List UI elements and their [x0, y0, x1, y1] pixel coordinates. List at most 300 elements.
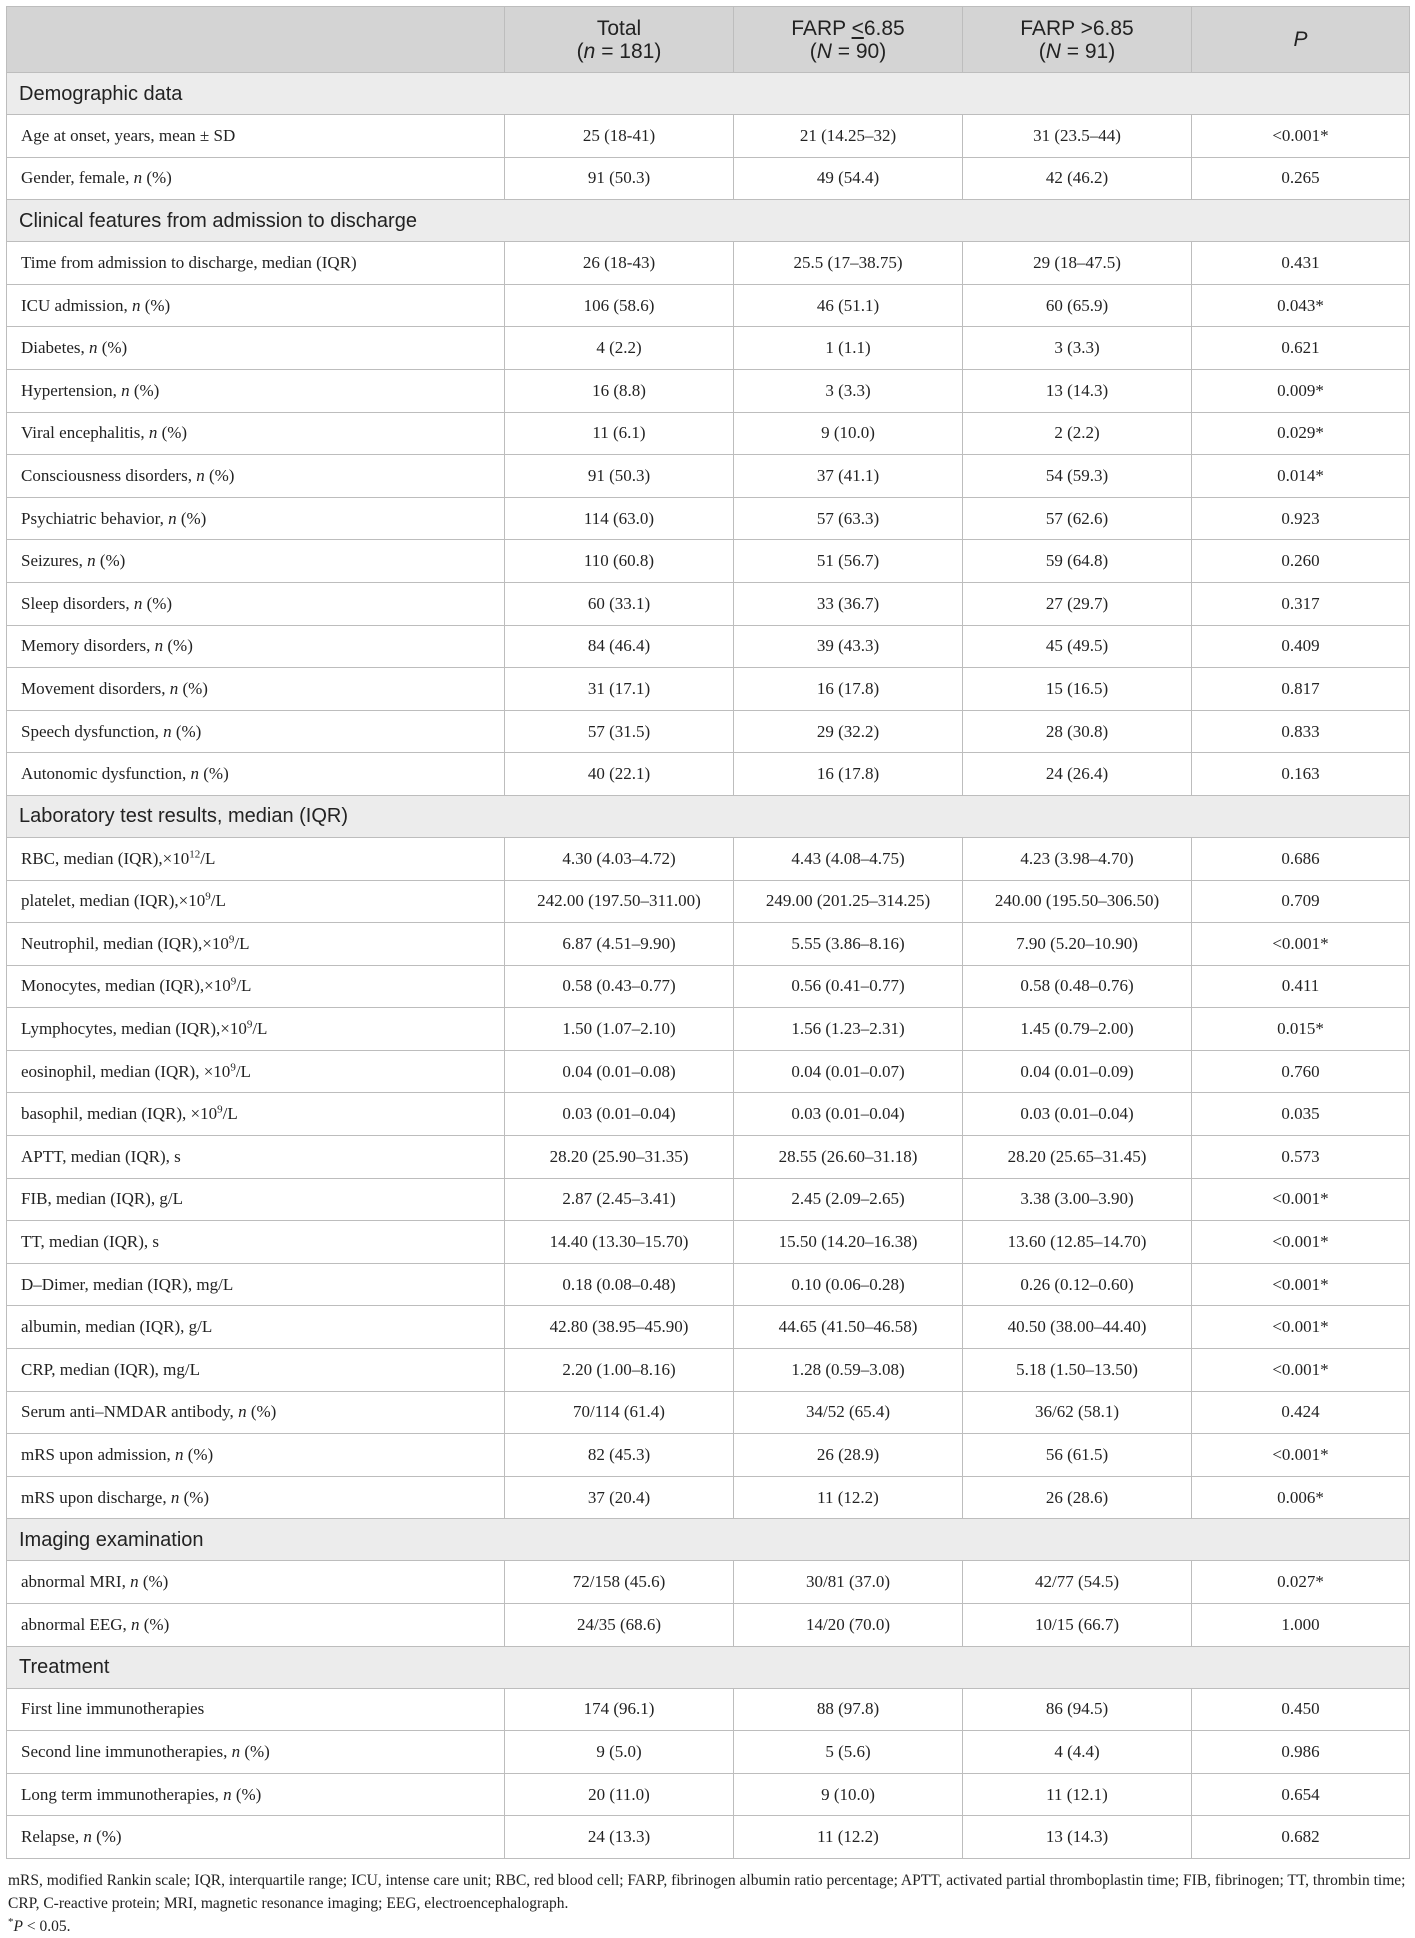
cell-p-value: 0.317 — [1192, 582, 1410, 625]
cell-farp-low: 5.55 (3.86–8.16) — [734, 923, 963, 966]
row-label-text: Hypertension, — [21, 380, 122, 400]
row-label — [7, 497, 505, 540]
cell-total: 1.50 (1.07–2.10) — [505, 1008, 734, 1051]
table-row — [7, 412, 1410, 455]
table-row — [7, 1221, 1410, 1264]
cell-farp-high: 7.90 (5.20–10.90) — [963, 923, 1192, 966]
row-label — [7, 710, 505, 753]
cell-farp-high: 59 (64.8) — [963, 540, 1192, 583]
row-label-n: n — [121, 380, 130, 400]
cell-total: 82 (45.3) — [505, 1434, 734, 1477]
cell-farp-low: 44.65 (41.50–46.58) — [734, 1306, 963, 1349]
cell-total: 174 (96.1) — [505, 1688, 734, 1731]
row-label-text: CRP, median (IQR), mg/L — [21, 1359, 200, 1379]
section-row — [7, 1519, 1410, 1561]
row-label — [7, 1221, 505, 1264]
row-label — [7, 1773, 505, 1816]
cell-total: 25 (18-41) — [505, 115, 734, 158]
cell-farp-low: 26 (28.9) — [734, 1434, 963, 1477]
row-label-suffix: /L — [210, 891, 226, 911]
table-row — [7, 540, 1410, 583]
cell-farp-high: 26 (28.6) — [963, 1476, 1192, 1519]
header-row — [7, 7, 1410, 73]
cell-p-value: 0.682 — [1192, 1816, 1410, 1859]
cell-total: 6.87 (4.51–9.90) — [505, 923, 734, 966]
section-row — [7, 73, 1410, 115]
cell-p-value: <0.001* — [1192, 115, 1410, 158]
row-label-n: n — [83, 1827, 92, 1847]
row-label-text: Movement disorders, — [21, 678, 170, 698]
cell-farp-high: 31 (23.5–44) — [963, 115, 1192, 158]
cell-farp-high: 13.60 (12.85–14.70) — [963, 1221, 1192, 1264]
row-label-suffix: (%) — [142, 168, 172, 188]
cell-total: 70/114 (61.4) — [505, 1391, 734, 1434]
table-row — [7, 1731, 1410, 1774]
row-label-suffix: (%) — [142, 593, 173, 613]
cell-farp-low: 57 (63.3) — [734, 497, 963, 540]
row-label-n: n — [223, 1784, 232, 1804]
cell-p-value: 0.411 — [1192, 965, 1410, 1008]
header-total-sub-post: = 181) — [595, 39, 662, 63]
table-row — [7, 1050, 1410, 1093]
cell-farp-low: 1 (1.1) — [734, 327, 963, 370]
cell-farp-low: 1.56 (1.23–2.31) — [734, 1008, 963, 1051]
cell-total: 4 (2.2) — [505, 327, 734, 370]
header-high-sub-pre: ( — [1038, 39, 1046, 63]
cell-farp-low: 5 (5.6) — [734, 1731, 963, 1774]
section-title: Treatment — [7, 1646, 1410, 1688]
header-variable — [7, 7, 505, 73]
table-row — [7, 1263, 1410, 1306]
cell-total: 110 (60.8) — [505, 540, 734, 583]
cell-farp-low: 0.03 (0.01–0.04) — [734, 1093, 963, 1136]
row-label — [7, 1434, 505, 1477]
cell-farp-high: 28.20 (25.65–31.45) — [963, 1136, 1192, 1179]
cell-total: 106 (58.6) — [505, 284, 734, 327]
row-label-n: n — [131, 1614, 140, 1634]
row-label-n: n — [190, 764, 200, 784]
row-label-n: n — [168, 508, 177, 528]
table-row — [7, 753, 1410, 796]
cell-total: 2.20 (1.00–8.16) — [505, 1349, 734, 1392]
cell-farp-high: 27 (29.7) — [963, 582, 1192, 625]
cell-farp-high: 36/62 (58.1) — [963, 1391, 1192, 1434]
section-title: Clinical features from admission to discharge — [7, 200, 1410, 242]
cell-p-value: 0.450 — [1192, 1688, 1410, 1731]
row-label-suffix: (%) — [246, 1402, 277, 1422]
row-label-n: n — [133, 168, 143, 188]
cell-farp-high: 60 (65.9) — [963, 284, 1192, 327]
cell-p-value: 0.424 — [1192, 1391, 1410, 1434]
cell-p-value: 0.265 — [1192, 157, 1410, 200]
cell-farp-low: 1.28 (0.59–3.08) — [734, 1349, 963, 1392]
table-row — [7, 582, 1410, 625]
table-row — [7, 327, 1410, 370]
cell-total: 0.18 (0.08–0.48) — [505, 1263, 734, 1306]
cell-total: 11 (6.1) — [505, 412, 734, 455]
row-label-text: mRS upon admission, — [21, 1445, 175, 1465]
row-label-text: eosinophil, median (IQR), ×10 — [21, 1061, 231, 1081]
cell-farp-low: 249.00 (201.25–314.25) — [734, 880, 963, 923]
header-total-sub-pre: ( — [576, 39, 584, 63]
cell-farp-low: 0.56 (0.41–0.77) — [734, 965, 963, 1008]
cell-p-value: <0.001* — [1192, 1434, 1410, 1477]
cell-farp-high: 240.00 (195.50–306.50) — [963, 880, 1192, 923]
cell-farp-low: 2.45 (2.09–2.65) — [734, 1178, 963, 1221]
cell-total: 114 (63.0) — [505, 497, 734, 540]
row-label-suffix: (%) — [157, 423, 188, 443]
row-label — [7, 753, 505, 796]
row-label-suffix: (%) — [95, 551, 126, 571]
cell-p-value: 0.686 — [1192, 837, 1410, 880]
cell-p-value: 0.409 — [1192, 625, 1410, 668]
row-label-text: First line immunotherapies — [21, 1699, 205, 1719]
cell-farp-low: 39 (43.3) — [734, 625, 963, 668]
row-label-suffix: /L — [252, 1019, 268, 1039]
row-label — [7, 1050, 505, 1093]
section-row — [7, 200, 1410, 242]
cell-total: 0.04 (0.01–0.08) — [505, 1050, 734, 1093]
row-label-text: albumin, median (IQR), g/L — [21, 1317, 213, 1337]
header-high-name: FARP >6.85 — [1020, 16, 1134, 40]
cell-total: 0.03 (0.01–0.04) — [505, 1093, 734, 1136]
cell-p-value: <0.001* — [1192, 1221, 1410, 1264]
table-row — [7, 115, 1410, 158]
table-row — [7, 837, 1410, 880]
row-label-suffix: (%) — [91, 1827, 122, 1847]
cell-p-value: 0.014* — [1192, 455, 1410, 498]
cell-farp-low: 49 (54.4) — [734, 157, 963, 200]
cell-p-value: 0.760 — [1192, 1050, 1410, 1093]
cell-farp-low: 15.50 (14.20–16.38) — [734, 1221, 963, 1264]
cell-total: 24/35 (68.6) — [505, 1604, 734, 1647]
cell-total: 242.00 (197.50–311.00) — [505, 880, 734, 923]
cell-total: 42.80 (38.95–45.90) — [505, 1306, 734, 1349]
cell-farp-high: 11 (12.1) — [963, 1773, 1192, 1816]
cell-p-value: 0.163 — [1192, 753, 1410, 796]
row-label-suffix: (%) — [178, 678, 208, 698]
header-low-name-post: 6.85 — [863, 16, 905, 40]
row-label — [7, 923, 505, 966]
row-label-n: n — [170, 1487, 180, 1507]
cell-p-value: 0.015* — [1192, 1008, 1410, 1051]
row-label-text: D–Dimer, median (IQR), mg/L — [21, 1274, 234, 1294]
cell-farp-low: 51 (56.7) — [734, 540, 963, 583]
row-label — [7, 540, 505, 583]
row-label-text: Long term immunotherapies, — [21, 1784, 224, 1804]
row-label-text: Monocytes, median (IQR),×10 — [21, 976, 231, 996]
cell-total: 9 (5.0) — [505, 1731, 734, 1774]
row-label-exponent: 9 — [228, 933, 235, 946]
table-row — [7, 1561, 1410, 1604]
cell-p-value: 0.260 — [1192, 540, 1410, 583]
row-label-n: n — [133, 593, 143, 613]
header-farp-low — [734, 7, 963, 73]
row-label — [7, 1349, 505, 1392]
section-title: Laboratory test results, median (IQR) — [7, 795, 1410, 837]
row-label-suffix: (%) — [231, 1784, 262, 1804]
table-body — [7, 73, 1410, 1859]
cell-farp-high: 4.23 (3.98–4.70) — [963, 837, 1192, 880]
cell-farp-high: 29 (18–47.5) — [963, 242, 1192, 285]
cell-p-value: 0.833 — [1192, 710, 1410, 753]
row-label-text: abnormal MRI, — [21, 1572, 131, 1592]
row-label-text: Psychiatric behavior, — [21, 508, 169, 528]
cell-farp-low: 9 (10.0) — [734, 1773, 963, 1816]
table-row — [7, 157, 1410, 200]
row-label — [7, 1561, 505, 1604]
row-label-n: n — [87, 551, 96, 571]
row-label — [7, 965, 505, 1008]
cell-p-value: <0.001* — [1192, 1178, 1410, 1221]
cell-total: 91 (50.3) — [505, 157, 734, 200]
cell-farp-high: 1.45 (0.79–2.00) — [963, 1008, 1192, 1051]
cell-farp-low: 14/20 (70.0) — [734, 1604, 963, 1647]
cell-farp-high: 42 (46.2) — [963, 157, 1192, 200]
row-label-suffix: /L — [234, 933, 250, 953]
row-label-text: Lymphocytes, median (IQR),×10 — [21, 1019, 247, 1039]
table-row — [7, 1773, 1410, 1816]
header-p-value: P — [1192, 7, 1410, 73]
cell-farp-low: 30/81 (37.0) — [734, 1561, 963, 1604]
row-label-text: Speech dysfunction, — [21, 721, 164, 741]
row-label-text: Consciousness disorders, — [21, 465, 197, 485]
row-label-n: n — [148, 423, 158, 443]
cell-total: 72/158 (45.6) — [505, 1561, 734, 1604]
cell-p-value: 0.027* — [1192, 1561, 1410, 1604]
cell-farp-low: 29 (32.2) — [734, 710, 963, 753]
row-label-n: n — [130, 1572, 139, 1592]
row-label — [7, 242, 505, 285]
row-label-text: Diabetes, — [21, 338, 89, 358]
row-label — [7, 625, 505, 668]
table-row — [7, 1391, 1410, 1434]
row-label-exponent: 12 — [189, 848, 201, 861]
cell-p-value: <0.001* — [1192, 1306, 1410, 1349]
row-label-suffix: /L — [235, 1061, 251, 1081]
section-title: Imaging examination — [7, 1519, 1410, 1561]
row-label — [7, 1093, 505, 1136]
row-label-n: n — [238, 1402, 247, 1422]
header-total-name: Total — [596, 16, 642, 40]
cell-total: 40 (22.1) — [505, 753, 734, 796]
table-row — [7, 1434, 1410, 1477]
cell-total: 31 (17.1) — [505, 668, 734, 711]
table-row — [7, 1093, 1410, 1136]
row-label-suffix: /L — [236, 976, 252, 996]
table-row — [7, 1306, 1410, 1349]
cell-farp-low: 88 (97.8) — [734, 1688, 963, 1731]
table-row — [7, 369, 1410, 412]
row-label-n: n — [169, 678, 179, 698]
cell-farp-high: 13 (14.3) — [963, 369, 1192, 412]
table-row — [7, 455, 1410, 498]
row-label-exponent: 9 — [230, 975, 237, 988]
cell-farp-high: 3.38 (3.00–3.90) — [963, 1178, 1192, 1221]
table-row — [7, 1604, 1410, 1647]
row-label-suffix: (%) — [204, 465, 235, 485]
cell-farp-high: 24 (26.4) — [963, 753, 1192, 796]
table-footnote — [6, 1869, 1409, 1938]
row-label-suffix: (%) — [183, 1445, 214, 1465]
table-row — [7, 965, 1410, 1008]
header-total — [505, 7, 734, 73]
cell-p-value: 0.009* — [1192, 369, 1410, 412]
footnote-abbreviations: mRS, modified Rankin scale; IQR, interquartile range; ICU, intense care unit; RBC, red blood cell; FARP, fibrinogen albumin ratio percentage; APTT, activated partial thromboplastin time; FIB, fibrinogen; TT, thrombin time; CRP, C-reactive protein; MRI, magnetic resonance imaging; EEG, electroencephalograph. — [8, 1871, 1406, 1912]
section-row — [7, 1646, 1410, 1688]
cell-p-value: 0.654 — [1192, 1773, 1410, 1816]
cell-p-value: <0.001* — [1192, 1263, 1410, 1306]
table-row — [7, 1476, 1410, 1519]
row-label — [7, 582, 505, 625]
header-farp-high — [963, 7, 1192, 73]
row-label-n: n — [88, 338, 98, 358]
row-label — [7, 327, 505, 370]
row-label-exponent: 9 — [205, 890, 211, 903]
row-label — [7, 1178, 505, 1221]
header-low-sub-post: = 90) — [831, 39, 887, 63]
footnote-star: * — [8, 1915, 14, 1928]
row-label — [7, 455, 505, 498]
cell-p-value: 0.923 — [1192, 497, 1410, 540]
cell-total: 60 (33.1) — [505, 582, 734, 625]
header-low-sub-pre: ( — [809, 39, 817, 63]
row-label-suffix: (%) — [138, 1572, 169, 1592]
cell-farp-low: 46 (51.1) — [734, 284, 963, 327]
row-label — [7, 369, 505, 412]
row-label-text: Sleep disorders, — [21, 593, 134, 613]
row-label-text: Second line immunotherapies, — [21, 1741, 232, 1761]
cell-total: 28.20 (25.90–31.35) — [505, 1136, 734, 1179]
cell-total: 4.30 (4.03–4.72) — [505, 837, 734, 880]
table-row — [7, 625, 1410, 668]
row-label-exponent: 9 — [230, 1061, 236, 1074]
cell-farp-low: 9 (10.0) — [734, 412, 963, 455]
table-row — [7, 1178, 1410, 1221]
cell-total: 2.87 (2.45–3.41) — [505, 1178, 734, 1221]
row-label-exponent: 9 — [217, 1103, 223, 1116]
row-label-n: n — [163, 721, 172, 741]
row-label — [7, 1263, 505, 1306]
row-label-text: Viral encephalitis, — [21, 423, 149, 443]
cell-farp-high: 2 (2.2) — [963, 412, 1192, 455]
table-container — [6, 6, 1409, 1938]
row-label — [7, 668, 505, 711]
cell-p-value: 0.043* — [1192, 284, 1410, 327]
row-label — [7, 115, 505, 158]
row-label-text: Neutrophil, median (IQR),×10 — [21, 933, 229, 953]
cell-farp-high: 56 (61.5) — [963, 1434, 1192, 1477]
section-title: Demographic data — [7, 73, 1410, 115]
row-label-n: n — [154, 636, 164, 656]
row-label-text: mRS upon discharge, — [21, 1487, 171, 1507]
cell-farp-low: 4.43 (4.08–4.75) — [734, 837, 963, 880]
row-label-text: Relapse, — [21, 1827, 84, 1847]
table-row — [7, 1688, 1410, 1731]
cell-total: 26 (18-43) — [505, 242, 734, 285]
cell-farp-high: 10/15 (66.7) — [963, 1604, 1192, 1647]
table-row — [7, 242, 1410, 285]
cell-farp-high: 42/77 (54.5) — [963, 1561, 1192, 1604]
row-label-exponent: 9 — [246, 1018, 253, 1031]
row-label-suffix: (%) — [240, 1741, 270, 1761]
row-label-text: ICU admission, — [21, 295, 132, 315]
cell-total: 57 (31.5) — [505, 710, 734, 753]
cell-farp-high: 0.04 (0.01–0.09) — [963, 1050, 1192, 1093]
table-row — [7, 923, 1410, 966]
table-row — [7, 1816, 1410, 1859]
cell-p-value: 0.029* — [1192, 412, 1410, 455]
cell-total: 91 (50.3) — [505, 455, 734, 498]
row-label — [7, 157, 505, 200]
row-label-suffix: (%) — [179, 1487, 210, 1507]
row-label-suffix: (%) — [163, 636, 193, 656]
row-label-n: n — [231, 1741, 241, 1761]
row-label-text: Serum anti–NMDAR antibody, — [21, 1402, 239, 1422]
cell-p-value: 0.431 — [1192, 242, 1410, 285]
cell-farp-high: 15 (16.5) — [963, 668, 1192, 711]
header-low-name-pre: FARP — [791, 16, 852, 40]
row-label-text: abnormal EEG, — [21, 1614, 131, 1634]
row-label-text: APTT, median (IQR), s — [21, 1146, 181, 1166]
cell-farp-high: 40.50 (38.00–44.40) — [963, 1306, 1192, 1349]
table-row — [7, 880, 1410, 923]
cell-farp-low: 16 (17.8) — [734, 668, 963, 711]
header-total-sub-var: n — [583, 39, 596, 63]
section-row — [7, 795, 1410, 837]
cell-total: 84 (46.4) — [505, 625, 734, 668]
table-header — [7, 7, 1410, 73]
cell-total: 14.40 (13.30–15.70) — [505, 1221, 734, 1264]
row-label-text: RBC, median (IQR),×10 — [21, 848, 190, 868]
baseline-characteristics-table — [6, 6, 1410, 1859]
row-label — [7, 284, 505, 327]
cell-farp-low: 0.04 (0.01–0.07) — [734, 1050, 963, 1093]
row-label-n: n — [131, 295, 141, 315]
row-label-text: Age at onset, years, mean ± SD — [21, 125, 236, 145]
cell-farp-low: 21 (14.25–32) — [734, 115, 963, 158]
header-low-sub-var: N — [816, 39, 832, 63]
footnote-p-rest: < 0.05. — [22, 1917, 71, 1935]
row-label-suffix: /L — [222, 1104, 238, 1124]
footnote-p-var: P — [13, 1917, 23, 1935]
row-label-text: Autonomic dysfunction, — [21, 764, 191, 784]
table-row — [7, 1008, 1410, 1051]
table-row — [7, 497, 1410, 540]
cell-farp-high: 13 (14.3) — [963, 1816, 1192, 1859]
cell-farp-low: 37 (41.1) — [734, 455, 963, 498]
cell-p-value: 0.709 — [1192, 880, 1410, 923]
cell-farp-low: 25.5 (17–38.75) — [734, 242, 963, 285]
row-label — [7, 1604, 505, 1647]
cell-farp-high: 54 (59.3) — [963, 455, 1192, 498]
header-high-sub-var: N — [1045, 39, 1061, 63]
row-label — [7, 1688, 505, 1731]
row-label — [7, 1008, 505, 1051]
row-label-suffix: (%) — [140, 295, 171, 315]
cell-farp-high: 0.03 (0.01–0.04) — [963, 1093, 1192, 1136]
row-label-text: basophil, median (IQR), ×10 — [21, 1104, 218, 1124]
cell-p-value: 0.573 — [1192, 1136, 1410, 1179]
cell-farp-high: 5.18 (1.50–13.50) — [963, 1349, 1192, 1392]
cell-p-value: <0.001* — [1192, 923, 1410, 966]
table-row — [7, 1136, 1410, 1179]
row-label-text: FIB, median (IQR), g/L — [21, 1189, 183, 1209]
cell-farp-low: 16 (17.8) — [734, 753, 963, 796]
cell-farp-low: 11 (12.2) — [734, 1816, 963, 1859]
cell-p-value: 0.621 — [1192, 327, 1410, 370]
cell-farp-low: 0.10 (0.06–0.28) — [734, 1263, 963, 1306]
